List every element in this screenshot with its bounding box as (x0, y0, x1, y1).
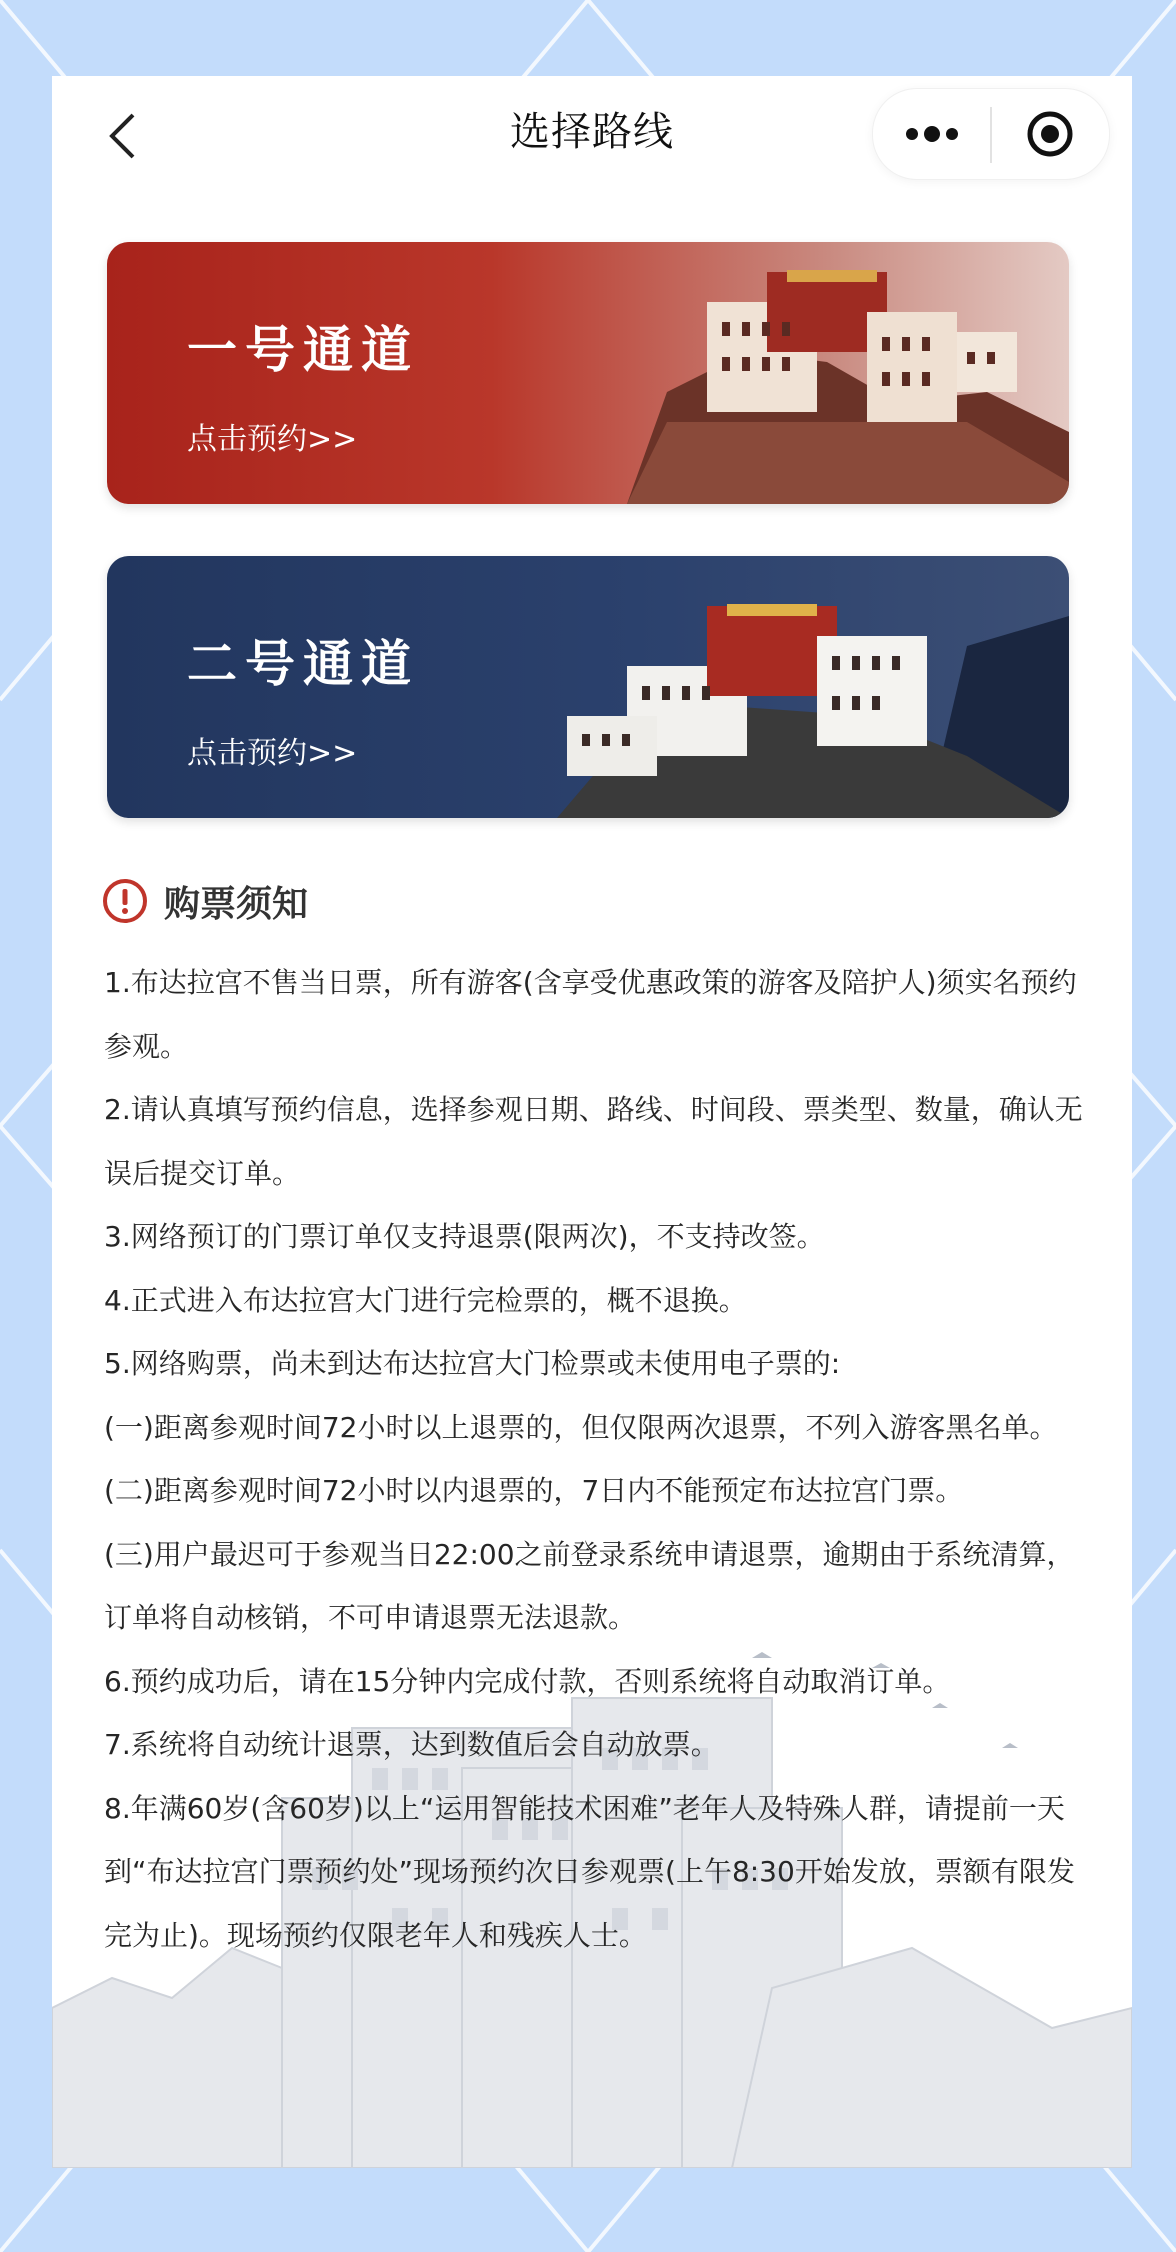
notice-list (104, 951, 1084, 1967)
reserve-link[interactable]: 点击预约>> (187, 736, 358, 771)
notice-item: 2.请认真填写预约信息，选择参观日期、路线、时间段、票类型、数量，确认无误后提交订单。 (104, 1093, 1083, 1190)
notice-item: 1.布达拉宫不售当日票，所有游客(含享受优惠政策的游客及陪护人)须实名预约参观。 (104, 966, 1077, 1063)
more-dots-icon (904, 124, 960, 144)
notice-title: 购票须知 (164, 883, 309, 925)
exclamation-circle-icon (102, 878, 148, 924)
notice-item: 7.系统将自动统计退票，达到数值后会自动放票。 (104, 1728, 719, 1761)
notice-item: 6.预约成功后，请在15分钟内完成付款，否则系统将自动取消订单。 (104, 1664, 951, 1698)
notice-item: (三)用户最迟可于参观当日22:00之前登录系统申请退票，逾期由于系统清算，订单将自动核销，不可申请退票无法退款。 (104, 1537, 1075, 1634)
channel-title: 二号通道 (187, 635, 419, 693)
mini-program-page (52, 76, 1132, 2168)
notice-item: 5.网络购票，尚未到达布达拉宫大门检票或未使用电子票的: (104, 1347, 841, 1380)
close-mini-program-button[interactable] (991, 89, 1109, 179)
notice-item: 4.正式进入布达拉宫大门进行完检票的，概不退换。 (104, 1283, 747, 1317)
notice-item: (二)距离参观时间72小时以内退票的，7日内不能预定布达拉宫门票。 (104, 1474, 964, 1507)
channel-card-2[interactable] (107, 556, 1069, 818)
target-icon (1026, 110, 1074, 158)
more-menu-button[interactable] (873, 89, 991, 179)
notice-item: 3.网络预订的门票订单仅支持退票(限两次)，不支持改签。 (104, 1220, 825, 1253)
notice-header (102, 876, 308, 926)
channel-card-1[interactable] (107, 242, 1069, 504)
reserve-link[interactable]: 点击预约>> (187, 422, 358, 457)
channel-title: 一号通道 (187, 321, 419, 379)
notice-item: (一)距离参观时间72小时以上退票的，但仅限两次退票，不列入游客黑名单。 (104, 1410, 1058, 1444)
mini-program-capsule (872, 88, 1110, 180)
notice-item: 8.年满60岁(含60岁)以上“运用智能技术困难”老年人及特殊人群，请提前一天到“布达拉宫门票预约处”现场预约次日参观票(上午8:30开始发放，票额有限发完为止)。现场预约仅限老年人和残疾人士。 (104, 1791, 1075, 1952)
page-title: 选择路线 (510, 109, 674, 155)
navigation-bar (52, 76, 1132, 176)
